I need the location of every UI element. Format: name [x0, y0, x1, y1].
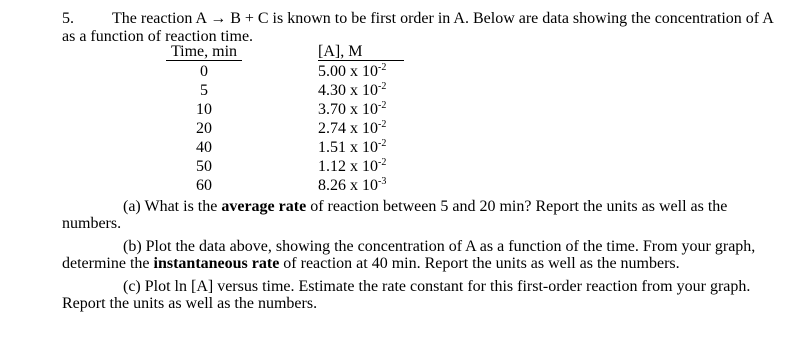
- concentration-mantissa: 3.70 x 10: [318, 101, 378, 118]
- table-cell-concentration: [318, 63, 386, 81]
- table-cell-time: 50: [196, 158, 212, 175]
- part-a-text-post: of reaction between 5 and 20 min? Report the units as well as the: [306, 198, 728, 215]
- part-c-line-2: Report the units as well as the numbers.: [62, 295, 318, 312]
- concentration-exponent: -2: [378, 138, 387, 149]
- part-b-bold-term: instantaneous rate: [153, 255, 280, 272]
- concentration-exponent: -2: [378, 100, 387, 111]
- concentration-mantissa: 4.30 x 10: [318, 82, 378, 99]
- part-a-line-1: [123, 198, 727, 216]
- concentration-exponent: -2: [378, 81, 387, 92]
- problem-intro-line-1: The reaction A → B + C is known to be first order in A. Below are data showing the concentration of A: [112, 10, 774, 27]
- concentration-mantissa: 5.00 x 10: [318, 63, 378, 80]
- table-cell-time: 60: [196, 177, 212, 194]
- part-c-line-1: (c) Plot ln [A] versus time. Estimate the rate constant for this first-order reaction from your graph.: [123, 278, 751, 295]
- table-cell-time: 5: [200, 82, 208, 99]
- table-cell-concentration: [318, 158, 386, 176]
- concentration-exponent: -2: [378, 119, 387, 130]
- problem-number: 5.: [62, 10, 74, 27]
- table-cell-concentration: [318, 120, 386, 138]
- table-cell-time: 40: [196, 139, 212, 156]
- table-cell-time: 10: [196, 101, 212, 118]
- part-a-text-pre: (a) What is the: [123, 198, 222, 215]
- problem-intro-line-2: as a function of reaction time.: [62, 28, 254, 45]
- table-cell-time: 20: [196, 120, 212, 137]
- table-cell-time: 0: [200, 63, 208, 80]
- table-header-concentration: [A], M: [318, 44, 404, 61]
- concentration-exponent: -2: [378, 62, 387, 73]
- concentration-mantissa: 1.51 x 10: [318, 139, 378, 156]
- concentration-mantissa: 2.74 x 10: [318, 120, 378, 137]
- table-cell-concentration: [318, 101, 386, 119]
- table-cell-concentration: [318, 177, 386, 195]
- concentration-mantissa: 8.26 x 10: [318, 177, 378, 194]
- part-b-line-2: [62, 255, 680, 273]
- concentration-exponent: -3: [378, 176, 387, 187]
- part-a-bold-term: average rate: [221, 198, 307, 215]
- table-cell-concentration: [318, 82, 386, 100]
- concentration-exponent: -2: [378, 157, 387, 168]
- part-b-text-pre: determine the: [62, 255, 154, 272]
- part-b-text-post: of reaction at 40 min. Report the units as well as the numbers.: [279, 255, 680, 272]
- table-header-time: Time, min: [166, 44, 242, 61]
- table-cell-concentration: [318, 139, 386, 157]
- part-b-line-1: (b) Plot the data above, showing the concentration of A as a function of the time. From your graph,: [123, 238, 756, 255]
- part-a-line-2: numbers.: [62, 215, 122, 232]
- concentration-mantissa: 1.12 x 10: [318, 158, 378, 175]
